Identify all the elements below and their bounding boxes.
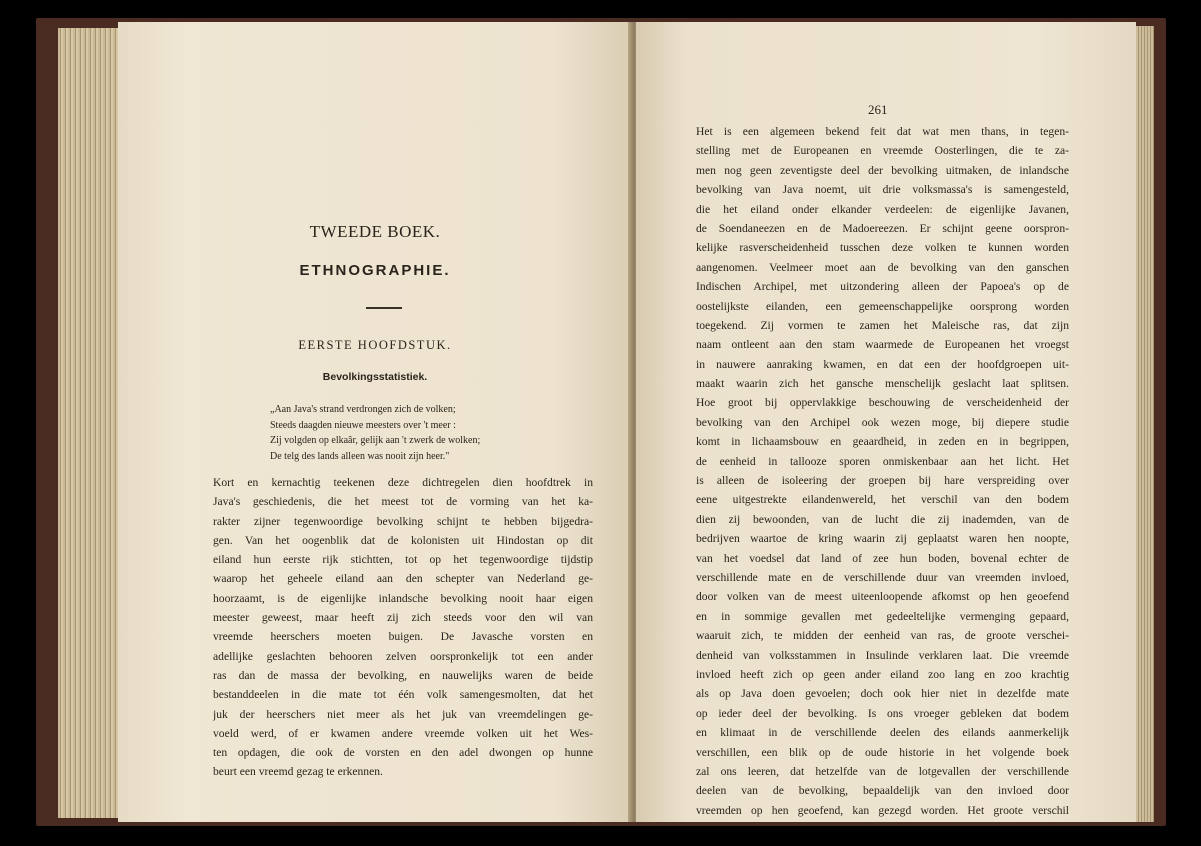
- text-line: Het is een algemeen bekend feit dat wat men thans, in tegen-: [696, 125, 1069, 138]
- text-line: waaruit zich, te midden der eenheid van ras, de groote verschei-: [696, 629, 1069, 643]
- text-line: kelijke rasverscheidenheid tusschen deze volken te kunnen worden: [696, 241, 1069, 255]
- text-line: waarop het geheele eiland aan den schepter van Nederland ge-: [213, 572, 593, 586]
- text-line: maakt waarin zich het gansche menschelijk geslacht laat splitsen.: [696, 377, 1069, 391]
- text-line: denheid van volksstammen in Insulinde verklaren laat. Die vreemde: [696, 648, 1069, 662]
- text-line: vreemde heerschers moeten buigen. De Javasche vorsten en: [213, 630, 593, 644]
- left-page: [118, 22, 632, 822]
- text-line: als op Java doen gevoelen; doch ook hier niet in dezelfde mate: [696, 687, 1069, 701]
- text-line: Indischen Archipel, met uitzondering alleen der Papoea's op de: [696, 280, 1069, 294]
- text-line: naam ontleent aan den stam waarmede de Europeanen het vroegst: [696, 338, 1069, 352]
- text-line: verschillende mate en de verschillende duur van vreemden invloed,: [696, 570, 1069, 584]
- text-line: op ieder deel der bevolking. Is ons vroeger gebleken dat bodem: [696, 706, 1069, 720]
- text-line: die het eiland onder elkander verdeelen: de eigenlijke Javanen,: [696, 202, 1069, 216]
- text-line: beurt een vreemd gezag te erkennen.: [213, 765, 383, 779]
- text-line: eiland hun eerste rijk stichtten, tot op het tegenwoordige tijdstip: [213, 553, 593, 567]
- text-line: aangenomen. Veelmeer moet aan de bevolking van den ganschen: [696, 260, 1069, 274]
- text-line: gen. Van het oogenblik dat de kolonisten uit Hindostan op dit: [213, 533, 593, 547]
- right-body-text: [696, 122, 1069, 820]
- text-line: Kort en kernachtig teekenen deze dichtregelen dien hoofdtrek in: [213, 476, 593, 489]
- text-line: invloed heeft zich op geen ander eiland zoo lang en zoo krachtig: [696, 667, 1069, 681]
- text-line: juk der heerschers niet meer als het juk van vreemdelingen ge-: [213, 707, 593, 721]
- text-line: hoorzaamt, is de eigenlijke inlandsche bevolking nooit haar eigen: [213, 591, 593, 605]
- text-line: bevolking van Java noemt, uit drie volksmassa's is samengesteld,: [696, 183, 1069, 197]
- text-line: in nauwere aanraking kwamen, en dat een der hoofdgroepen uit-: [696, 357, 1069, 371]
- text-line: bedrijven waartoe de kring waarin zij geplaatst waren hen noopte,: [696, 532, 1069, 546]
- text-line: ras dan de massa der bevolking, en nauwelijks waren de beide: [213, 668, 593, 682]
- text-line: komt in lichaamsbouw en geaardheid, in zeden en in begrippen,: [696, 435, 1069, 449]
- page-edges-right: [1136, 26, 1154, 822]
- part-title: ETHNOGRAPHIE.: [299, 262, 451, 279]
- text-line: men nog geen zeventigste deel der bevolking uitmaken, de inlandsche: [696, 163, 1069, 177]
- page-edges-left: [58, 28, 120, 818]
- epigraph-poem: [270, 402, 590, 464]
- title-divider: [366, 307, 402, 309]
- poem-line: De telg des lands alleen was nooit zijn heer.": [270, 450, 450, 462]
- text-line: Java's geschiedenis, die het meest tot de vorming van het ka-: [213, 495, 593, 509]
- text-line: toegekend. Zij vormen te zamen het Maleische ras, dat zijn: [696, 318, 1069, 332]
- right-page: [636, 22, 1136, 822]
- text-line: oostelijkste eilanden, een gemeenschappelijke oorsprong worden: [696, 299, 1069, 313]
- text-line: zal ons leeren, dat hetzelfde van de lotgevallen der verschillende: [696, 764, 1069, 778]
- poem-line: „Aan Java's strand verdrongen zich de volken;: [270, 404, 456, 415]
- text-line: ten opdagen, die ook de vorsten en den adel dwongen op hunne: [213, 746, 593, 760]
- text-line: de Soendaneezen en de Madoereezen. Er schijnt geene oorspron-: [696, 221, 1069, 235]
- text-line: dien zij bewoonden, van de lucht die zij inademden, van de: [696, 512, 1069, 526]
- text-line: vreemden op hen geoefend, kan gezegd worden. Het groote verschil: [696, 803, 1069, 817]
- text-line: voeld werd, of er kwamen andere vreemde volken uit het Wes-: [213, 726, 593, 740]
- section-title: Bevolkingsstatistiek.: [322, 371, 428, 383]
- text-line: meester geweest, maar heeft zij zich steeds voor den wil van: [213, 611, 593, 625]
- text-line: adellijke geslachten behooren zelven oorspronkelijk tot een ander: [213, 649, 593, 663]
- left-body-text: [213, 473, 593, 782]
- text-line: verschillen, een blik op de oude historie in het volgende boek: [696, 745, 1069, 759]
- text-line: rakter zijner tegenwoordige bevolking schijnt te hebben bijgedra-: [213, 514, 593, 528]
- text-line: van het voedsel dat land of zee hun boden, bovenal echter de: [696, 551, 1069, 565]
- text-line: door volken van de meest uiteenloopende afkomst op hen geoefend: [696, 590, 1069, 604]
- text-line: is alleen de isoleering der groepen bij hare verspreiding over: [696, 474, 1069, 488]
- text-line: deelen van de bevolking, bepaaldelijk van den invloed door: [696, 784, 1069, 798]
- chapter-title: EERSTE HOOFDSTUK.: [298, 338, 452, 352]
- text-line: de eenheid in tallooze sporen onmiskenbaar aan het licht. Het: [696, 454, 1069, 468]
- text-line: bevolking van den Archipel ook wezen moge, bij diepere studie: [696, 415, 1069, 429]
- text-line: en in sommige gevallen met gedeeltelijke vermenging gepaard,: [696, 609, 1069, 623]
- page-number: 261: [868, 102, 888, 117]
- text-line: Hoe groot bij oppervlakkige beschouwing de verscheidenheid der: [696, 396, 1069, 410]
- text-line: en klimaat in de verschillende deelen des eilands aanmerkelijk: [696, 726, 1069, 740]
- text-line: stelling met de Europeanen en vreemde Oosterlingen, die te za-: [696, 144, 1069, 158]
- poem-line: Zij volgden op elkaâr, gelijk aan 't zwerk de wolken;: [270, 435, 481, 446]
- text-line: bestanddeelen in die mate tot één volk samengesmolten, dat het: [213, 688, 593, 702]
- poem-line: Steeds daagden nieuwe meesters over 't meer :: [270, 419, 456, 431]
- text-line: eene uitgestrekte eilandenwereld, het verschil van den bodem: [696, 493, 1069, 507]
- book-title: TWEEDE BOEK.: [309, 222, 441, 241]
